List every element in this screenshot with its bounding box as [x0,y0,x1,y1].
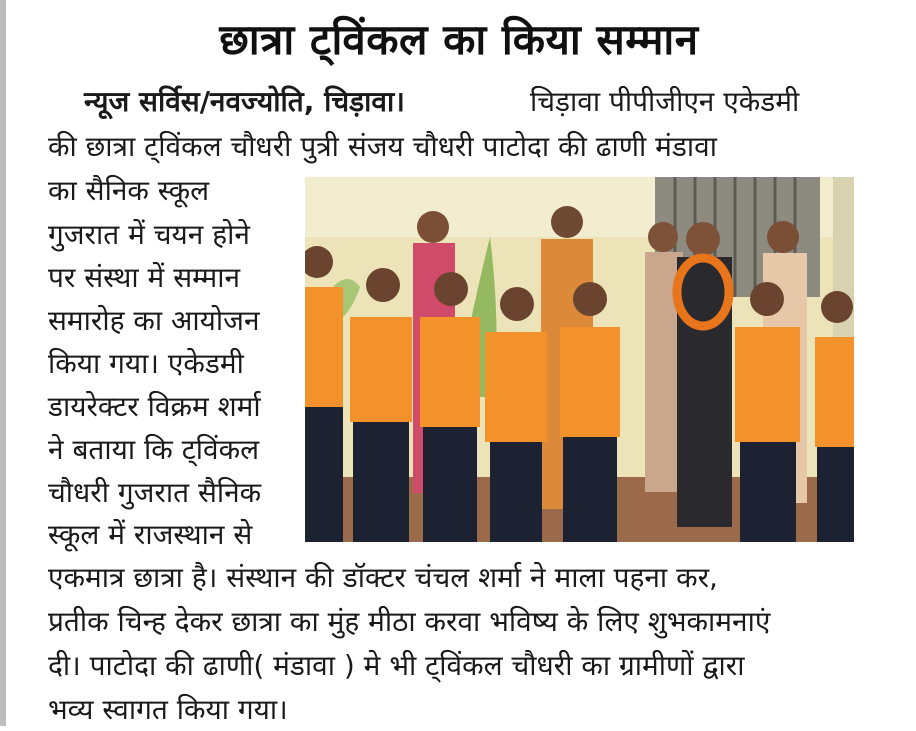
article-line-10: चौधरी गुजरात सैनिक [48,476,262,509]
article-line-15: भव्य स्वागत किया गया। [48,693,288,726]
group-photo-illustration [305,177,854,542]
article-line-9: ने बताया कि ट्विंकल [48,433,260,466]
article-line-6: समारोह का आयोजन [48,304,260,337]
article-line-2: की छात्रा ट्विंकल चौधरी पुत्री संजय चौधरी पाटोदा की ढाणी मंडावा [48,130,717,163]
article-line-14: दी। पाटोदा की ढाणी( मंडावा ) मे भी ट्विंकल चौधरी का ग्रामीणों द्वारा [48,649,745,682]
byline: न्यूज सर्विस/नवज्योति, चिड़ावा। [84,85,405,118]
page-edge [0,0,6,726]
article-line-12: एकमात्र छात्रा है। संस्थान की डॉक्टर चंचल शर्मा ने माला पहना कर, [48,561,718,594]
article-line-1: चिड़ावा पीपीजीएन एकेडमी [530,85,800,118]
article-line-13: प्रतीक चिन्ह देकर छात्रा का मुंह मीठा करवा भविष्य के लिए शुभकामनाएं [48,605,771,638]
article-line-11: स्कूल में राजस्थान से [48,518,253,551]
article-line-8: डायरेक्टर विक्रम शर्मा [48,390,261,423]
article-line-7: किया गया। एकेडमी [48,347,244,380]
group-photo [305,177,854,542]
article-line-4: गुजरात में चयन होने [48,218,250,251]
article-line-3: का सैनिक स्कूल [48,174,210,207]
headline: छात्रा ट्विंकल का किया सम्मान [219,15,699,64]
article-line-5: पर संस्था में सम्मान [48,261,241,294]
